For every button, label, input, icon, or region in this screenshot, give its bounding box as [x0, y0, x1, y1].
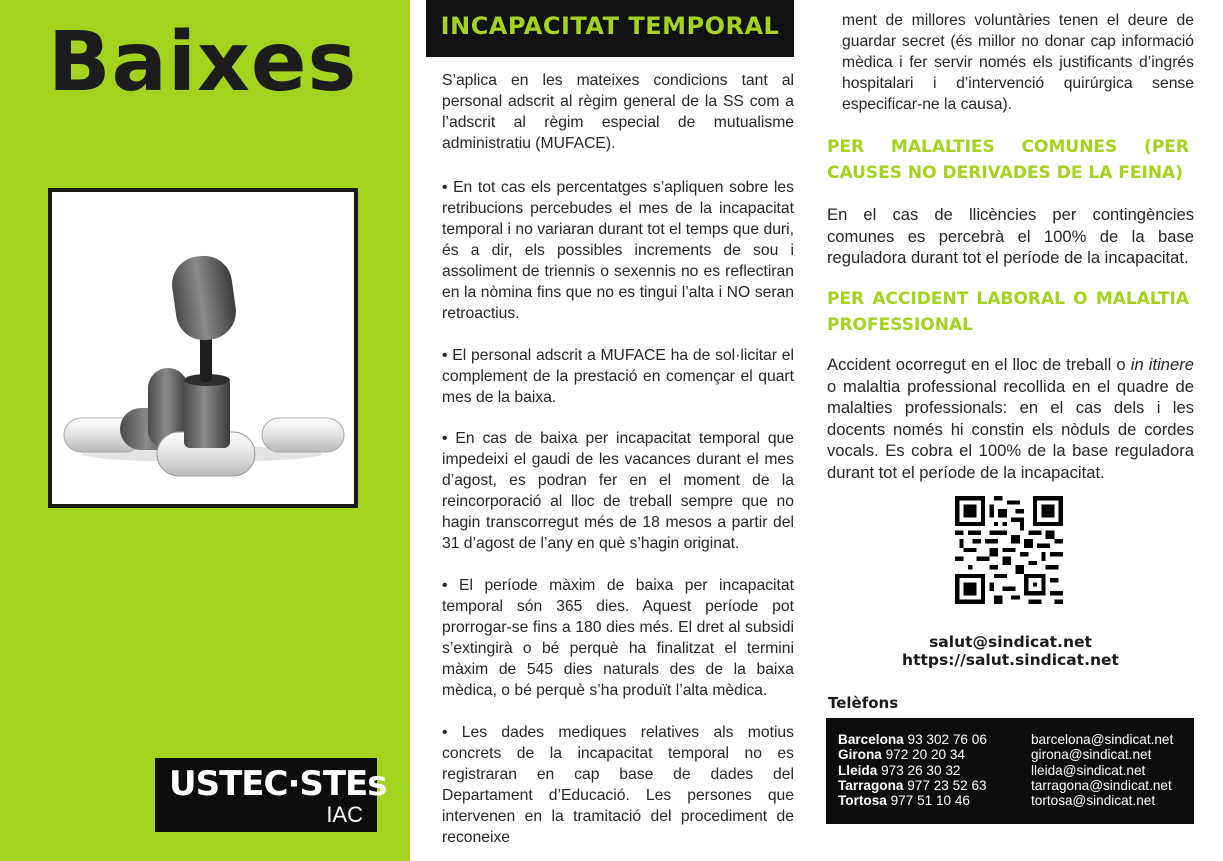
- office-email[interactable]: barcelona@sindicat.net: [1031, 732, 1174, 747]
- bullet-paragraph: • En tot cas els percentatges s’apliquen sobre les retribucions percebudes el mes de la incapacitat temporal i no variaran durant tot el temps que duri, és a dir, els possibles increments de sou i assoliment de triennis o sexennis no es reflectiran en la nòmina fins que no es tingui l’alta i NO seran retroactius.: [442, 179, 794, 322]
- office-row: [838, 732, 1182, 747]
- ustec-stes-logo: [155, 758, 387, 832]
- qr-code[interactable]: [955, 496, 1063, 604]
- accident-laboral-text: [827, 354, 1194, 483]
- office-city: Tarragona: [838, 777, 908, 793]
- heading-accident-laboral: PER ACCIDENT LABORAL O MALALTIA PROFESSIONAL: [827, 289, 1189, 335]
- contact-url[interactable]: https://salut.sindicat.net: [902, 651, 1119, 669]
- office-city: Barcelona: [838, 732, 908, 747]
- logo-subtitle: IAC: [326, 802, 363, 827]
- office-phone[interactable]: 973 26 30 32: [881, 762, 961, 778]
- heading-malalties-comunes: PER MALALTIES COMUNES (PER CAUSES NO DERIVADES DE LA FEINA): [827, 137, 1189, 183]
- office-phone[interactable]: 977 23 52 63: [907, 777, 987, 793]
- office-city: Lleida: [838, 762, 882, 778]
- offices-contact-box: [826, 718, 1194, 824]
- accident-text-italic: in itinere: [1130, 355, 1194, 374]
- continuation-paragraph: ment de millores voluntàries tenen el deure de guardar secret (és millor no donar cap informació mèdica i fer servir només els justificants d’ingrés hospitalari i d’intervenció quirúrgica sense especificar-ne la causa).: [842, 12, 1194, 113]
- office-phone[interactable]: 977 51 10 46: [890, 793, 970, 809]
- accident-text-part: o malaltia professional recollida en el quadre de malalties professionals: en el cas dels i les docents només hi constin els nòduls de cordes vocals. Es cobra el 100% de la base reguladora durant tot el període de la incapacitat.: [827, 376, 1194, 482]
- malalties-comunes-text: En el cas de llicències per contingències comunes es percebrà el 100% de la base reguladora durant tot el període de la incapacitat.: [827, 205, 1194, 267]
- office-email[interactable]: tarragona@sindicat.net: [1031, 777, 1172, 793]
- phones-title: Telèfons: [828, 694, 899, 712]
- office-email[interactable]: tortosa@sindicat.net: [1031, 793, 1156, 809]
- section-title-incapacitat: INCAPACITAT TEMPORAL: [426, 0, 794, 57]
- office-row: [838, 763, 1182, 778]
- office-phone[interactable]: 972 20 20 34: [885, 747, 965, 763]
- office-row: [838, 747, 1182, 762]
- contact-email[interactable]: salut@sindicat.net: [929, 633, 1092, 651]
- office-email[interactable]: lleida@sindicat.net: [1031, 762, 1146, 778]
- office-city: Tortosa: [838, 793, 891, 809]
- logo-name: USTEC·STEs: [169, 764, 387, 804]
- bullet-paragraph: • Les dades mediques relatives als motius concrets de la incapacitat temporal no es registraran en cap base de dades del Departament d’Educació. Les persones que intervenen en la tramitació del procediment de reconeixe: [442, 724, 794, 846]
- pills-illustration: [48, 188, 358, 508]
- bullet-paragraph: • En cas de baixa per incapacitat temporal que impedeixi el gaudi de les vacances durant el mes d’agost, es podran fer en el moment de la reincorporació al lloc de treball sempre que no hagin transcorregut més de 18 mesos a partir del 31 d’agost de l’any en què s’hagin originat.: [442, 430, 794, 552]
- pills-image: [52, 192, 354, 504]
- office-phone[interactable]: 93 302 76 06: [907, 732, 987, 747]
- intro-paragraph: S’aplica en les mateixes condicions tant al personal adscrit al règim general de la SS com a l’adscrit al règim especial de mutualisme administratiu (MUFACE).: [442, 72, 794, 152]
- office-row: [838, 793, 1182, 808]
- middle-column: [426, 0, 794, 57]
- bullet-paragraph: • El període màxim de baixa per incapacitat temporal són 365 dies. Aquest període pot prorrogar-se fins a 180 dies més. El dret al subsidi s’extingirà o bé perquè ha finalitzat el termini màxim de 545 dies naturals des de la baixa mèdica, o bé perquè s’ha produït l’alta mèdica.: [442, 577, 794, 699]
- cover-panel: [0, 0, 410, 861]
- office-email[interactable]: girona@sindicat.net: [1031, 747, 1152, 763]
- office-row: [838, 778, 1182, 793]
- bullet-paragraph: • El personal adscrit a MUFACE ha de sol·licitar el complement de la prestació en començar el quart mes de la baixa.: [442, 347, 794, 406]
- page-title: Baixes: [48, 15, 358, 110]
- accident-text-part: Accident ocorregut en el lloc de treball o: [827, 355, 1131, 374]
- office-city: Girona: [838, 747, 886, 763]
